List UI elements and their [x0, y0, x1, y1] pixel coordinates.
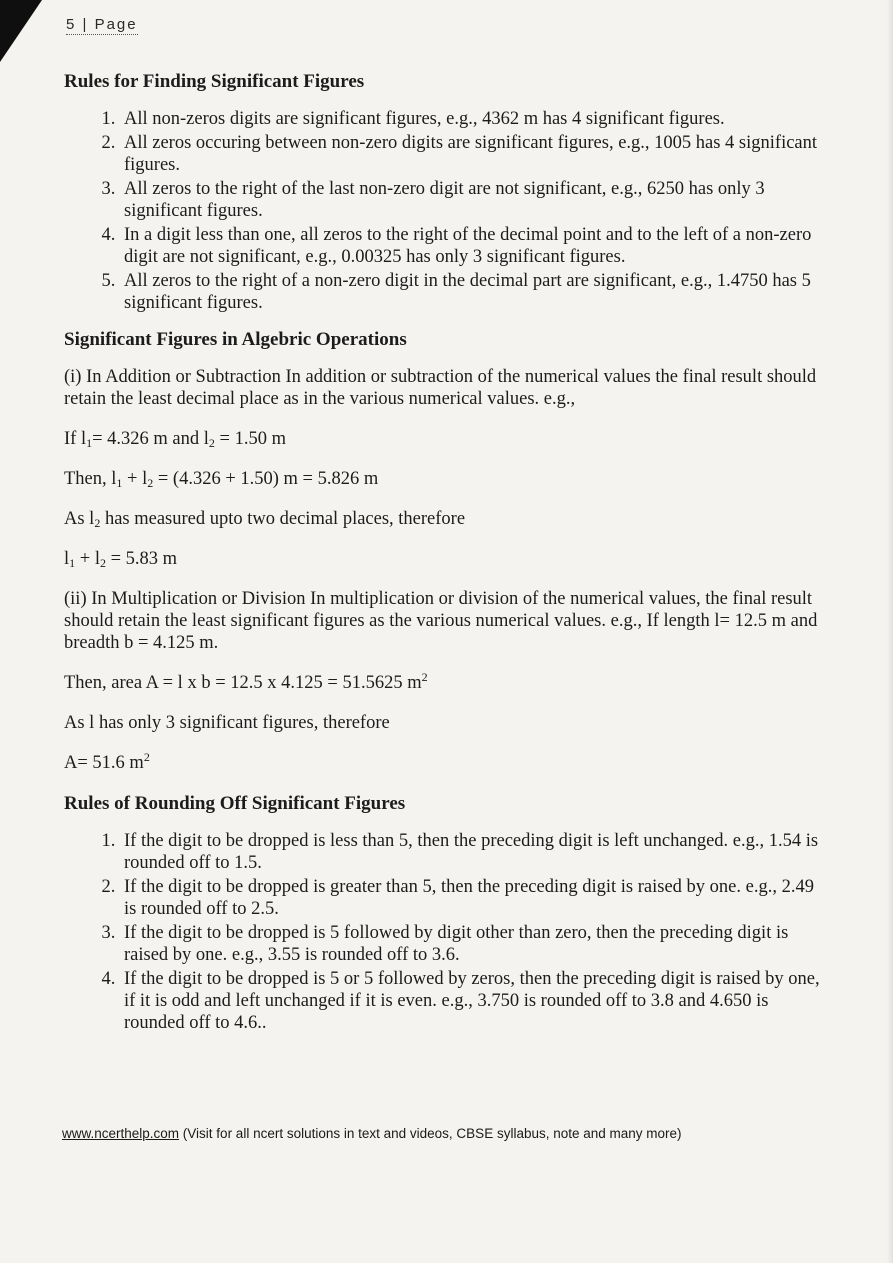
- equation-6: As l has only 3 significant figures, therefore: [64, 713, 390, 733]
- paragraph-addition: (i) In Addition or Subtraction In addition or subtraction of the numerical values the final result should retain the least decimal place as in the various numerical values. e.g.,: [64, 367, 817, 409]
- paragraph-multiplication: (ii) In Multiplication or Division In multiplication or division of the numerical values, the final result should retain the least significant figures as the various numerical values. e.g., If length l= 12.5 m and breadth b = 4.125 m.: [64, 589, 818, 653]
- list-item: 1. All non-zeros digits are significant figures, e.g., 4362 m has 4 significant figures.: [120, 108, 824, 130]
- list-item: 4. If the digit to be dropped is 5 or 5 followed by zeros, then the preceding digit is raised by one, if it is odd and left unchanged if it is even. e.g., 3.750 is rounded off to 3.8 and 4.650 is rounded off to 4.6..: [120, 968, 824, 1034]
- section-heading-rules: Rules for Finding Significant Figures: [64, 71, 365, 92]
- equation-3: As $l_2$ has measured upto two decimal places, therefore: [64, 509, 466, 530]
- equation-1: If $l_1= 4.326$ m and $l_2 = 1.50$ m: [64, 429, 286, 450]
- equation-2: Then, $l_1 + l_2 = (4.326 + 1.50) m = 5.826$ m: [64, 469, 379, 490]
- list-item: 3. If the digit to be dropped is 5 followed by digit other than zero, then the preceding digit is raised by one. e.g., 3.55 is rounded off to 3.6.: [120, 922, 824, 966]
- equation-5: Then, area A = l x b = 12.5 x 4.125 = 51.5625 $m^2$: [64, 670, 428, 693]
- page-content: [64, 70, 824, 1048]
- page-number: 5 | Page: [66, 16, 138, 33]
- equation-4: $l_1 + l_2 = 5.83$ m: [64, 549, 178, 570]
- rounding-list: [64, 830, 824, 1034]
- list-item: 5. All zeros to the right of a non-zero digit in the decimal part are significant, e.g., 1.4750 has 5 significant figures.: [120, 270, 824, 314]
- footer-link[interactable]: www.ncerthelp.com: [62, 1126, 180, 1141]
- page-edge: [887, 0, 893, 1263]
- footer: [62, 1126, 842, 1141]
- scan-corner: [0, 0, 42, 62]
- list-item: 2. If the digit to be dropped is greater than 5, then the preceding digit is raised by one. e.g., 2.49 is rounded off to 2.5.: [120, 876, 824, 920]
- section-heading-algebraic: Significant Figures in Algebric Operations: [64, 329, 407, 350]
- list-item: 3. All zeros to the right of the last non-zero digit are not significant, e.g., 6250 has only 3 significant figures.: [120, 178, 824, 222]
- equation-7: A= 51.6 $m^2$: [64, 750, 150, 773]
- list-item: 1. If the digit to be dropped is less than 5, then the preceding digit is left unchanged. e.g., 1.54 is rounded off to 1.5.: [120, 830, 824, 874]
- footer-note: (Visit for all ncert solutions in text and videos, CBSE syllabus, note and many more): [179, 1126, 682, 1141]
- section-heading-rounding: Rules of Rounding Off Significant Figures: [64, 793, 406, 814]
- list-item: 4. In a digit less than one, all zeros to the right of the decimal point and to the left of a non-zero digit are not significant, e.g., 0.00325 has only 3 significant figures.: [120, 224, 824, 268]
- rules-list: [64, 108, 824, 314]
- list-item: 2. All zeros occuring between non-zero digits are significant figures, e.g., 1005 has 4 significant figures.: [120, 132, 824, 176]
